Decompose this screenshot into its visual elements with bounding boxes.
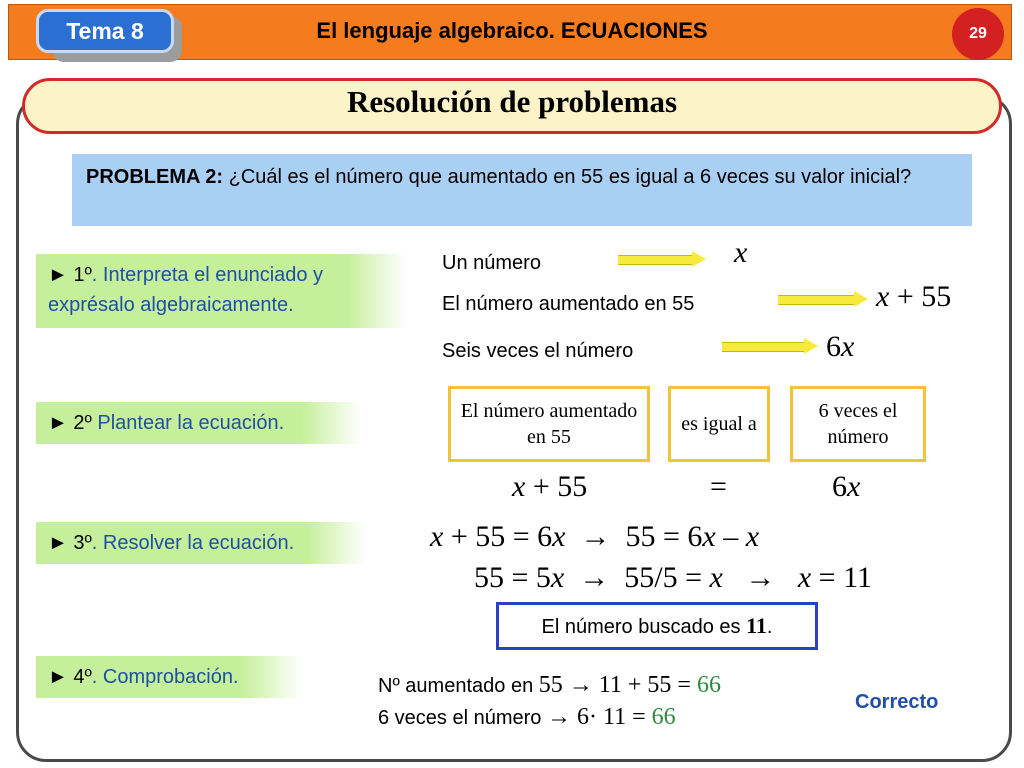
step-number: 2º [73, 412, 92, 434]
check-line-1: Nº aumentado en 55 → 11 + 55 = 66 [378, 672, 721, 698]
interpretation-expression: x [734, 236, 748, 269]
yellow-arrow-icon [722, 342, 804, 352]
fade-overlay [301, 402, 361, 444]
resolution-line-1: x + 55 = 6x → 55 = 6x – x [430, 520, 760, 553]
yellow-arrow-icon [618, 255, 692, 265]
phrase-box: El número aumentado en 55 [448, 386, 650, 462]
step-text: . Resolver la ecuación. [91, 532, 295, 554]
step-1 [36, 254, 406, 328]
equation-equals: = [710, 470, 727, 503]
phrase-box: es igual a [668, 386, 770, 462]
fade-overlay [306, 522, 366, 564]
step-3 [36, 522, 366, 564]
step-text: . Interpreta el enunciado y exprésalo algebraicamente. [48, 264, 324, 316]
step-4 [36, 656, 301, 698]
resolution-line-2: 55 = 5x → 55/5 = x → x = 11 [474, 561, 872, 594]
interpretation-label: Seis veces el número [442, 340, 634, 362]
bullet-arrow-icon: ► [48, 666, 68, 688]
interpretation-label: Un número [442, 252, 541, 274]
step-text: . Comprobación. [91, 666, 239, 688]
header-title: El lenguaje algebraico. ECUACIONES [316, 18, 708, 43]
step-text: Plantear la ecuación. [91, 412, 285, 434]
interpretation-expression: x + 55 [876, 280, 952, 313]
problem-text: ¿Cuál es el número que aumentado en 55 es igual a 6 veces su valor inicial? [223, 166, 912, 188]
equation-left: x + 55 [512, 470, 588, 503]
fade-overlay [241, 656, 301, 698]
yellow-arrow-icon [778, 295, 854, 305]
step-number: 1º [73, 264, 92, 286]
problem-statement [72, 154, 972, 226]
step-number: 3º [73, 532, 92, 554]
equation-right: 6x [832, 470, 861, 503]
topic-label: Tema 8 [36, 9, 174, 53]
bullet-arrow-icon: ► [48, 412, 68, 434]
step-2 [36, 402, 361, 444]
phrase-box: 6 veces el número [790, 386, 926, 462]
interpretation-expression: 6x [826, 330, 855, 363]
problem-label: PROBLEMA 2: [86, 166, 224, 188]
interpretation-label: El número aumentado en 55 [442, 293, 695, 315]
bullet-arrow-icon: ► [48, 264, 68, 286]
fade-overlay [346, 254, 406, 328]
answer-box: El número buscado es 11. [496, 602, 818, 650]
step-number: 4º [73, 666, 92, 688]
check-verdict: Correcto [855, 691, 939, 713]
page-title: Resolución de problemas [346, 84, 678, 119]
page-number-badge: 29 [952, 8, 1004, 60]
bullet-arrow-icon: ► [48, 532, 68, 554]
check-line-2: 6 veces el número → 6· 11 = 66 [378, 704, 676, 730]
